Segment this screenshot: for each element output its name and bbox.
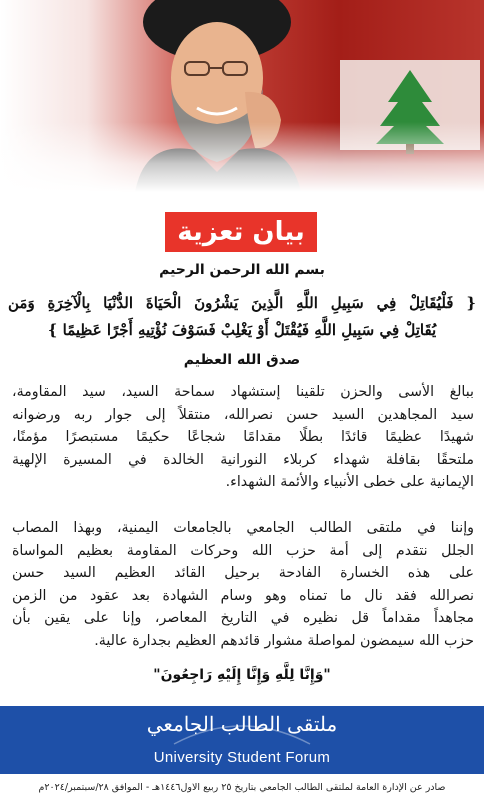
paragraph-2-line: حزب الله سيمضون لمواصلة مشوار قائدهم العظيم بجدارة عالية. <box>94 632 474 649</box>
paragraph-1-line: سيد المجاهدين السيد حسن نصرالله، منتقلاً إلى جوار ربه ورضوانه <box>12 406 474 423</box>
statement-title: بيان تعزية <box>165 212 317 252</box>
issued-by-line: صادر عن الإدارة العامة لملتقى الطالب الجامعي بتاريخ ٢٥ ربيع الاول١٤٤٦هـ - الموافق ٢٨/سبتمبر/٢٠٢٤م <box>38 782 446 793</box>
paragraph-1-line: ببالغ الأسى والحزن تلقينا إستشهاد سماحة السيد، سيد المقاومة، <box>12 384 474 400</box>
verse-line-2: يُقَاتِلْ فِي سَبِيلِ اللَّهِ فَيُقْتَلْ أَوْ يَغْلِبْ فَسَوْفَ نُؤْتِيهِ أَجْرًا عَظِيمًا } <box>47 321 437 339</box>
closing-verse: "وَإِنَّا لِلَّهِ وَإِنَّا إِلَيْهِ رَاجِعُونَ" <box>153 667 331 683</box>
verse-line-1: { فَلْيُقَاتِلْ فِي سَبِيلِ اللَّهِ الَّذِينَ يَشْرُونَ الْحَيَاةَ الدُّنْيَا بِالْآخِرَةِ وَمَن <box>8 294 476 312</box>
paragraph-1 <box>12 381 474 494</box>
paragraph-1-line: الإيمانية على خطى الأنبياء والأئمة الشهداء. <box>225 474 474 490</box>
paragraph-1-line: شهيدًا عظيمًا قائدًا بطلًا مقدامًا شجاعًا حكيمًا مستبصرًا مؤمنًا، <box>12 429 474 445</box>
sadaqa-line: صدق الله العظيم <box>183 352 301 368</box>
paragraph-2-line: الجلل نتقدم إلى أمة حزب الله وحركات المقاومة بعظيم المواساة <box>12 542 474 559</box>
logo-english-text: University Student Forum <box>153 749 331 766</box>
paragraph-2-line: على هذه الخسارة الفادحة برحيل القائد العظيم السيد حسن <box>12 565 474 581</box>
basmala: بسم الله الرحمن الرحيم <box>159 262 325 278</box>
header-banner <box>0 0 484 192</box>
paragraph-2-line: وإننا في ملتقى الطالب الجامعي بالجامعات اليمنية، وبهذا المصاب <box>12 520 474 536</box>
logo-arabic-text: ملتقى الطالب الجامعي <box>146 712 338 736</box>
footer-logo-bar <box>0 706 484 774</box>
quran-verse <box>8 290 476 344</box>
paragraph-2-line: نصرالله فقد نال ما تمناه وهو وسام الشهادة بعد عقود من الزمن <box>12 587 474 604</box>
paragraph-2-line: مجاهداً مقداماً قل نظيره في التاريخ المعاصر، وإنا على يقين بأن <box>12 610 474 626</box>
paragraph-2 <box>12 517 474 652</box>
paragraph-1-line: ملتحقًا بقافلة شهداء كربلاء النورانية الخالدة في المسيرة الإلهية <box>12 451 474 468</box>
banner-fade <box>0 122 484 192</box>
